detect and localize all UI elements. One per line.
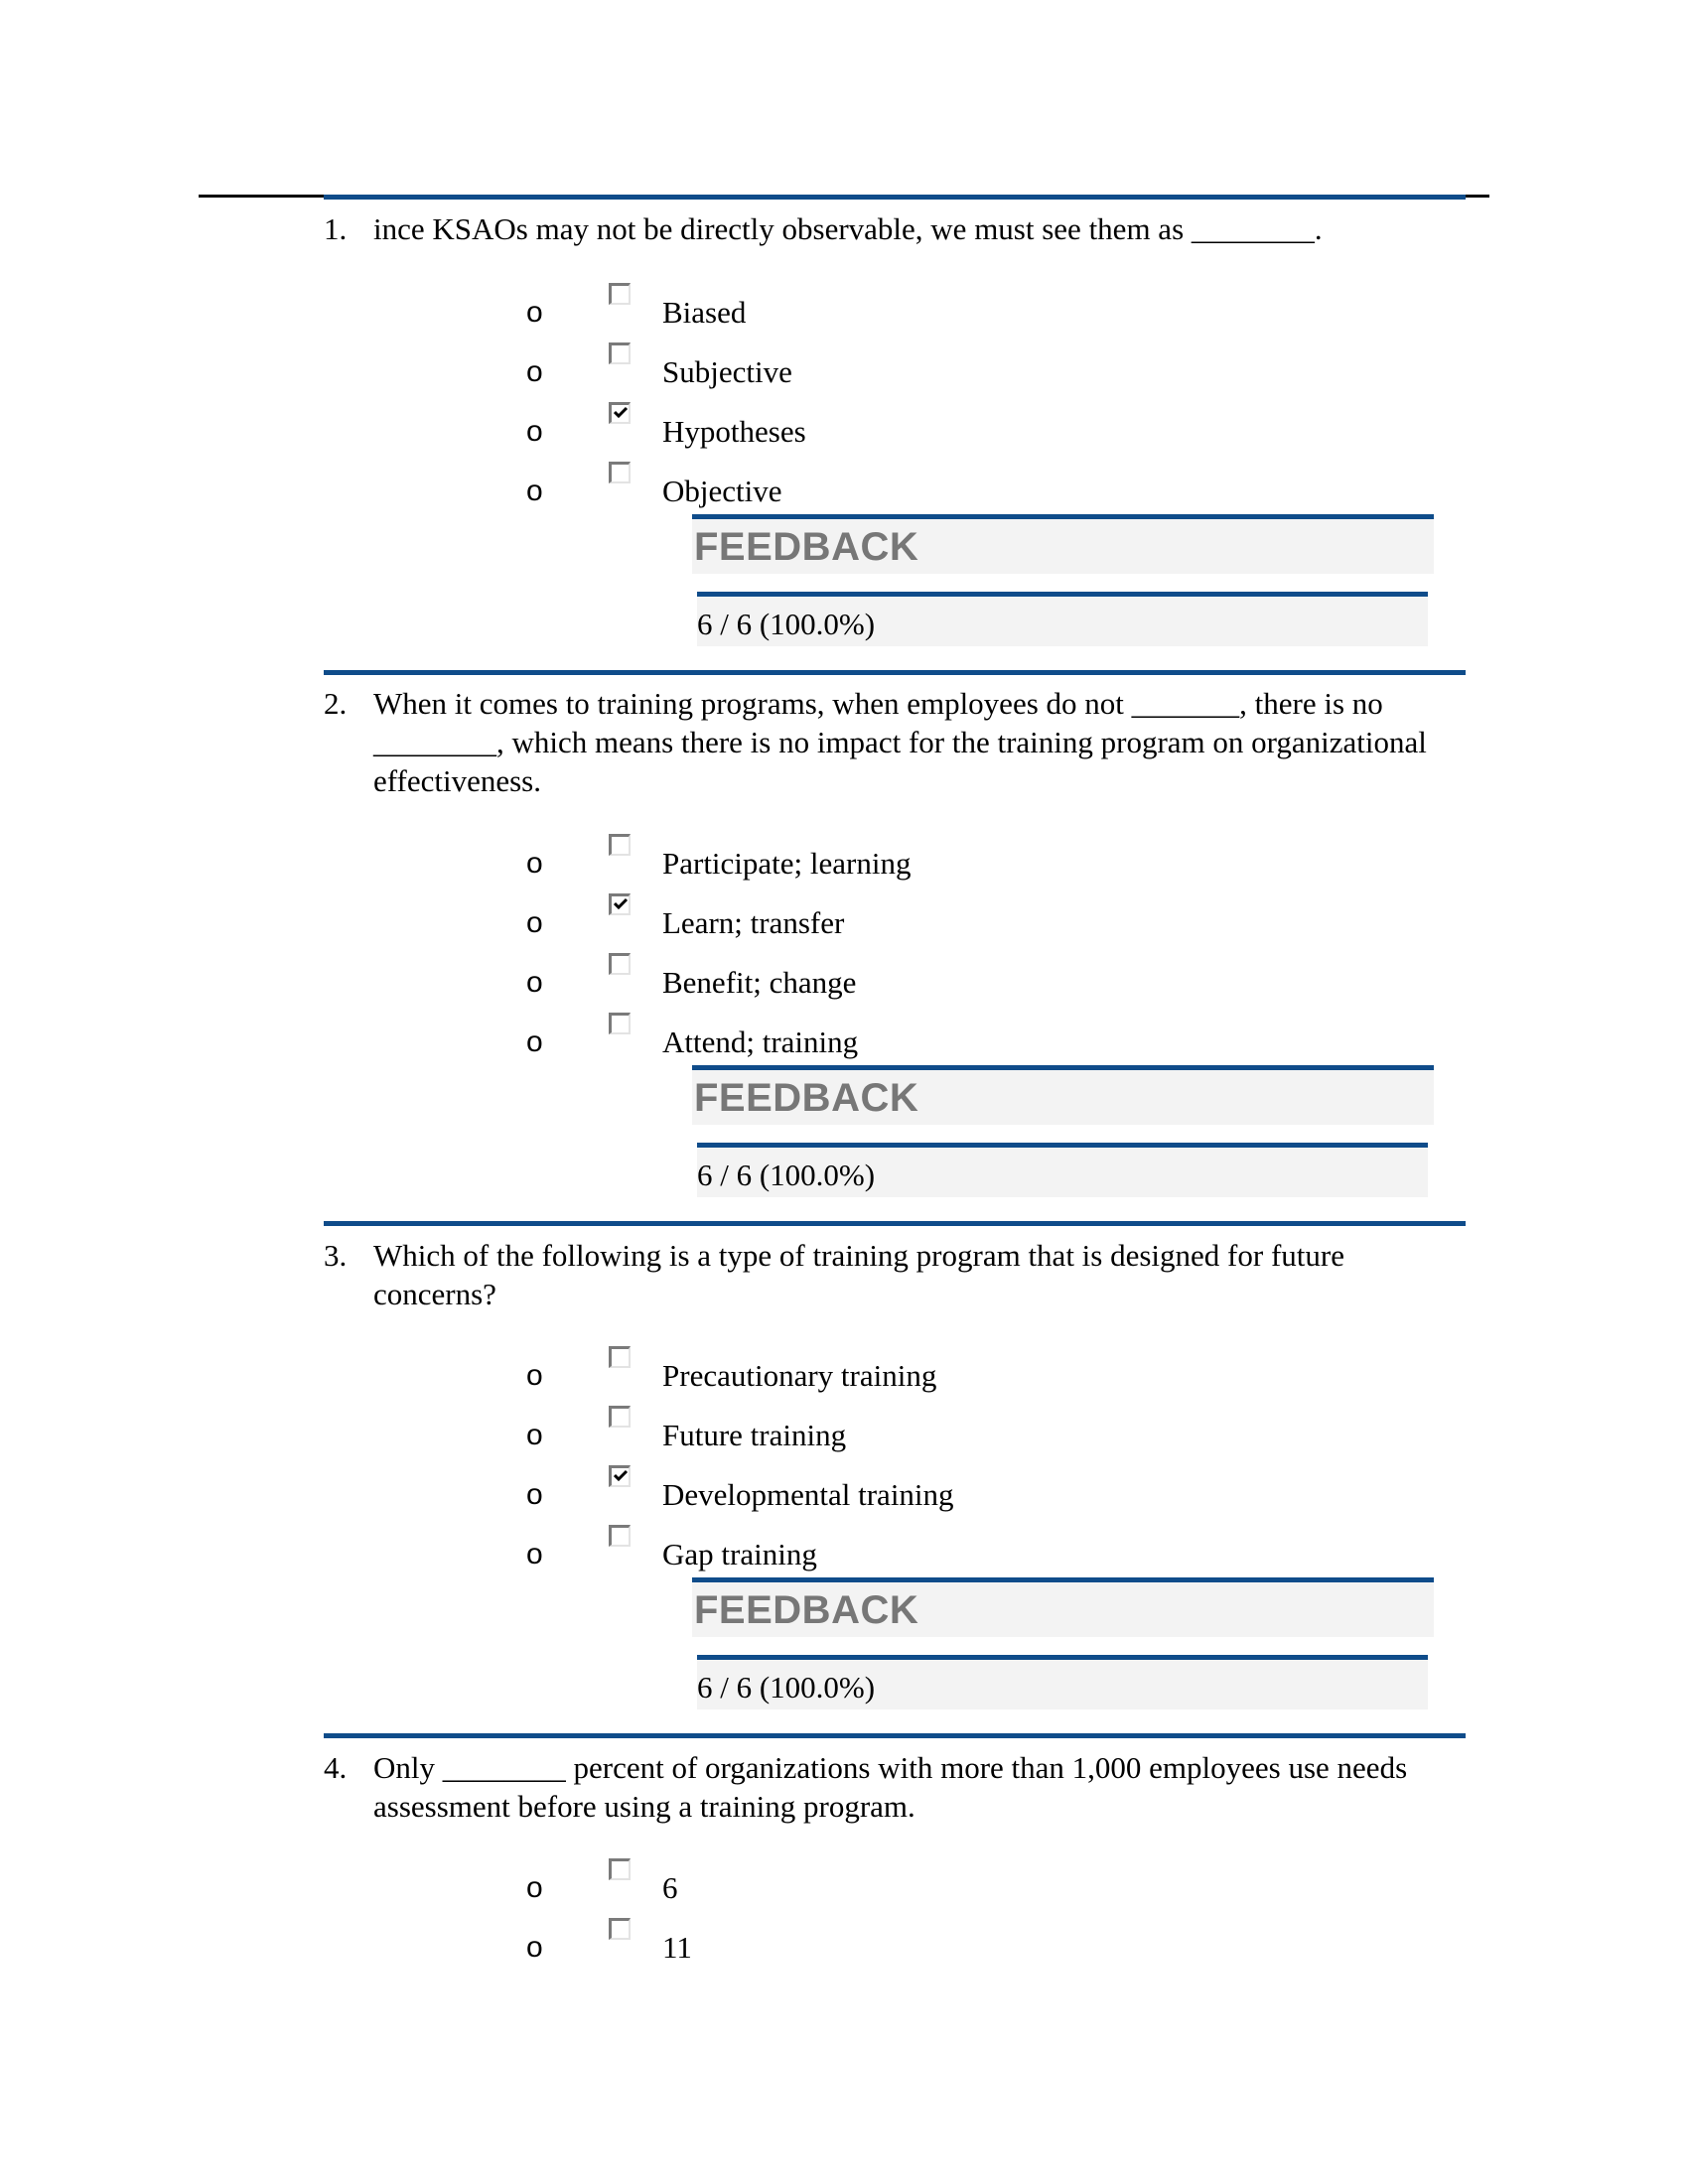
feedback-title: FEEDBACK [694, 525, 919, 569]
question-4 [324, 1748, 1466, 1826]
checkbox-unchecked[interactable] [609, 1525, 631, 1547]
question-1 [324, 209, 1466, 248]
option-label: Future training [662, 1418, 847, 1452]
feedback-header [692, 1065, 1434, 1125]
bullet-icon: o [526, 906, 543, 939]
checkbox-unchecked[interactable] [609, 1013, 631, 1034]
checkmark-icon [614, 1469, 629, 1482]
option-label: Developmental training [662, 1477, 954, 1512]
option-label: Learn; transfer [662, 905, 845, 940]
checkmark-icon [614, 406, 629, 419]
option-label: Attend; training [662, 1024, 859, 1059]
question-divider [324, 670, 1466, 675]
checkbox-unchecked[interactable] [609, 1858, 631, 1880]
option-label: Benefit; change [662, 965, 857, 1000]
question-2 [324, 684, 1466, 800]
question-number: 3. [324, 1238, 348, 1273]
feedback-title: FEEDBACK [694, 1076, 919, 1120]
option-label: Precautionary training [662, 1358, 937, 1393]
bullet-icon: o [526, 1538, 543, 1570]
question-divider [324, 195, 1466, 200]
checkbox-checked[interactable] [609, 893, 631, 915]
feedback-score-box [697, 1655, 1428, 1709]
feedback-score-box [697, 1143, 1428, 1197]
feedback-header [692, 514, 1434, 574]
feedback-score: 6 / 6 (100.0%) [697, 1158, 876, 1192]
bullet-icon: o [526, 1478, 543, 1511]
question-number: 1. [324, 211, 348, 246]
checkbox-checked[interactable] [609, 402, 631, 424]
question-text: Which of the following is a type of training program that is designed for future concerns? [373, 1238, 1344, 1311]
question-number: 4. [324, 1750, 348, 1785]
feedback-title: FEEDBACK [694, 1588, 919, 1632]
checkbox-unchecked[interactable] [609, 283, 631, 305]
option-label: Subjective [662, 354, 792, 389]
bullet-icon: o [526, 1871, 543, 1904]
feedback-score: 6 / 6 (100.0%) [697, 607, 876, 641]
option-label: Biased [662, 295, 747, 330]
checkbox-unchecked[interactable] [609, 1918, 631, 1940]
checkbox-unchecked[interactable] [609, 1406, 631, 1428]
option-label: 11 [662, 1930, 692, 1965]
bullet-icon: o [526, 475, 543, 507]
bullet-icon: o [526, 966, 543, 999]
option-label: Hypotheses [662, 414, 806, 449]
question-text: ince KSAOs may not be directly observable, we must see them as ________. [373, 211, 1323, 246]
question-3 [324, 1236, 1466, 1313]
bullet-icon: o [526, 415, 543, 448]
bullet-icon: o [526, 355, 543, 388]
option-label: 6 [662, 1870, 678, 1905]
checkbox-unchecked[interactable] [609, 342, 631, 364]
bullet-icon: o [526, 847, 543, 880]
feedback-score: 6 / 6 (100.0%) [697, 1670, 876, 1705]
checkbox-unchecked[interactable] [609, 834, 631, 856]
bullet-icon: o [526, 1359, 543, 1392]
option-label: Participate; learning [662, 846, 912, 881]
question-number: 2. [324, 686, 348, 721]
bullet-icon: o [526, 1025, 543, 1058]
question-text: When it comes to training programs, when employees do not _______, there is no ________, which means there is no impact for the training program on organizational effectiveness. [373, 686, 1427, 798]
checkbox-unchecked[interactable] [609, 462, 631, 483]
question-text: Only ________ percent of organizations with more than 1,000 employees use needs assessment before using a training program. [373, 1750, 1408, 1824]
feedback-header [692, 1577, 1434, 1637]
checkbox-unchecked[interactable] [609, 953, 631, 975]
bullet-icon: o [526, 1419, 543, 1451]
checkmark-icon [614, 897, 629, 910]
question-divider [324, 1733, 1466, 1738]
feedback-score-box [697, 592, 1428, 646]
question-divider [324, 1221, 1466, 1226]
option-label: Gap training [662, 1537, 817, 1571]
option-label: Objective [662, 474, 782, 508]
bullet-icon: o [526, 296, 543, 329]
checkbox-unchecked[interactable] [609, 1346, 631, 1368]
bullet-icon: o [526, 1931, 543, 1964]
checkbox-checked[interactable] [609, 1465, 631, 1487]
